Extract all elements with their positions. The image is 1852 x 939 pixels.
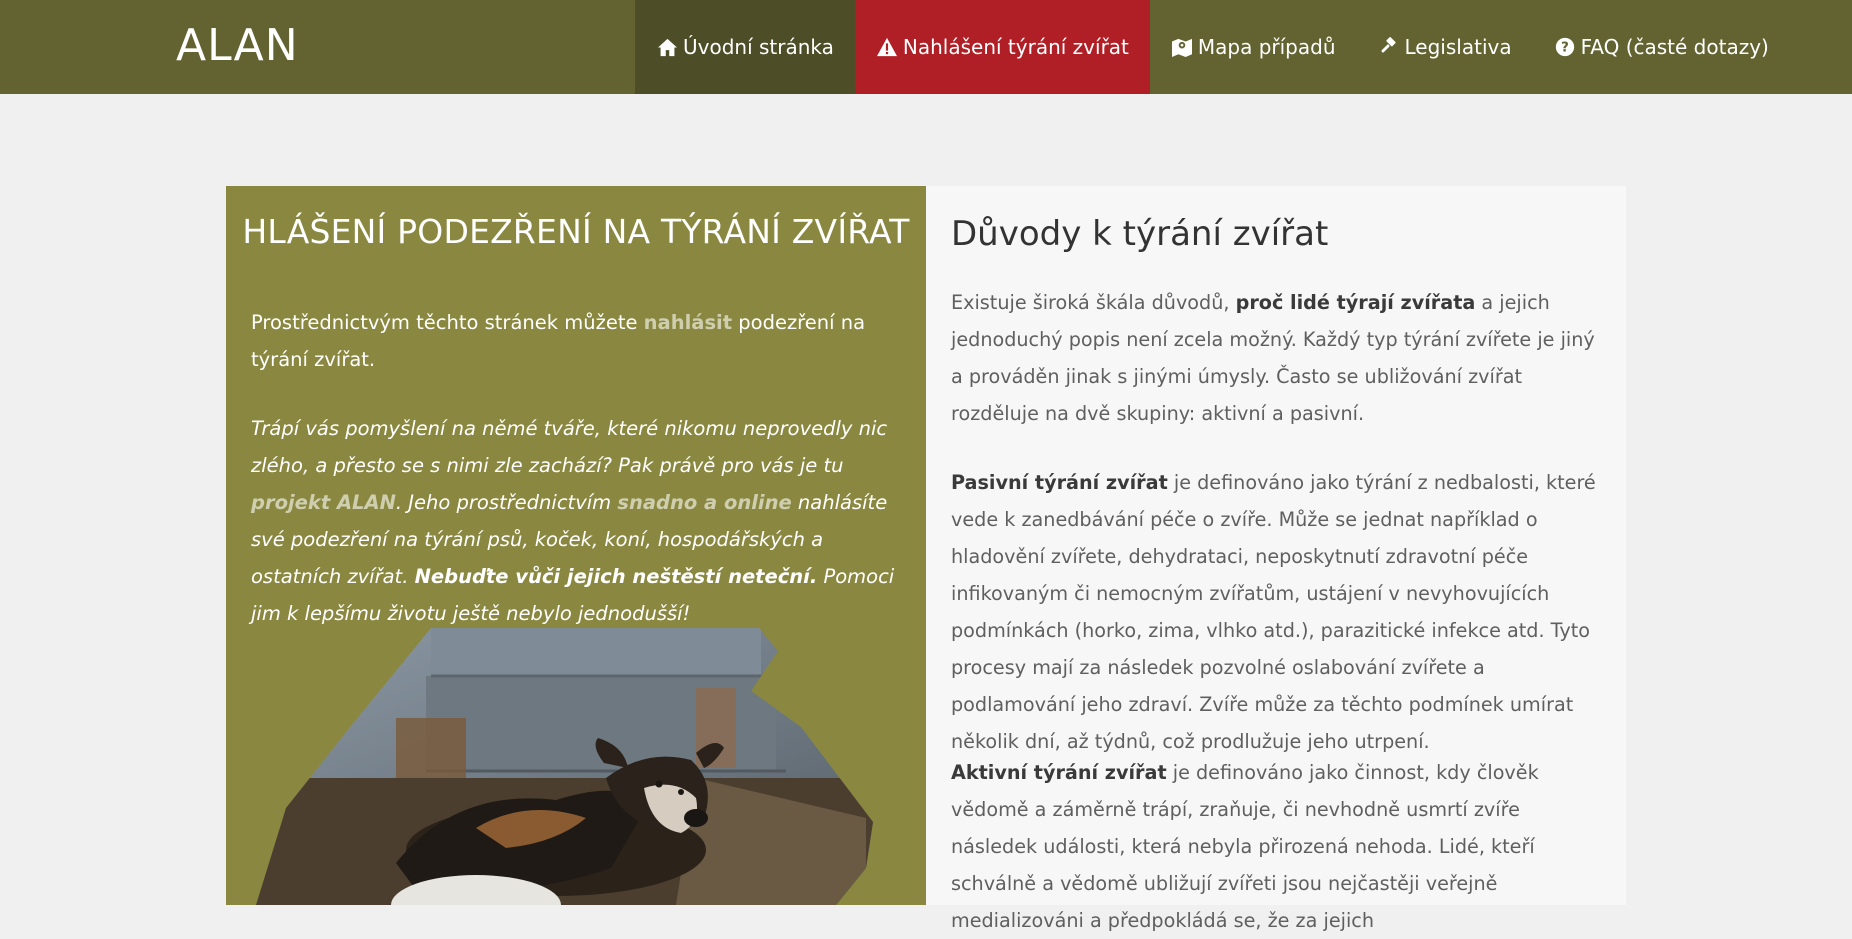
nav-report-label: Nahlášení týrání zvířat xyxy=(902,35,1129,59)
warning-icon xyxy=(876,36,898,58)
brand-logo[interactable]: ALAN xyxy=(176,20,299,71)
active-abuse-paragraph xyxy=(951,754,1601,939)
nav-home[interactable] xyxy=(635,0,855,94)
report-intro-panel xyxy=(226,186,926,905)
intro-text-before: Prostřednictvým těchto stránek můžete xyxy=(251,310,644,334)
main-nav xyxy=(635,0,1790,94)
appeal-bold-text: Nebuďte vůči jejich neštěstí neteční. xyxy=(414,564,818,588)
intro-text-after: podezření na týrání zvířat. xyxy=(251,310,866,371)
report-link[interactable]: nahlásit xyxy=(643,310,733,334)
nav-legislation[interactable] xyxy=(1357,0,1533,94)
appeal-text-4: Pomoci jim k lepšímu životu ještě nebylo jednodušší! xyxy=(251,564,895,625)
passive-abuse-paragraph xyxy=(951,464,1601,760)
appeal-text-3: nahlásíte své podezření na týrání psů, koček, koní, hospodářských a ostatních zvířat. xyxy=(251,490,888,588)
nav-faq-label: FAQ (časté dotazy) xyxy=(1580,35,1769,59)
nav-map-label: Mapa případů xyxy=(1197,35,1336,59)
reasons-panel xyxy=(926,186,1626,932)
project-alan-link[interactable]: projekt ALAN xyxy=(251,490,396,514)
passive-abuse-text: je definováno jako týrání z nedbalosti, které vede k zanedbávání péče o zvíře. Může se jednat například o hladovění zvířete, dehydrataci, neposkytnutí zdravotní péče infikovaným či nemocným zvířatům, ustájení v nevyhovujících podmínkách (horko, zima, vlhko atd.), parazitické infekce atd. Tyto procesy mají za následek pozvolné oslabování zvířete a podlamování jeho zdraví. Zvíře může za těchto podmínek umírat několik dní, až týdnů, což prodlužuje jeho utrpení. xyxy=(951,471,1596,753)
question-circle-icon xyxy=(1554,36,1576,58)
reasons-intro-bold: proč lidé týrají zvířata xyxy=(1235,291,1476,314)
home-icon xyxy=(656,36,678,58)
reasons-intro-before: Existuje široká škála důvodů, xyxy=(951,291,1236,314)
nav-faq[interactable] xyxy=(1533,0,1790,94)
gavel-icon xyxy=(1378,36,1400,58)
reasons-title: Důvody k týrání zvířat xyxy=(951,214,1329,254)
appeal-text-1: Trápí vás pomyšlení na němé tváře, které nikomu neprovedly nic zlého, a přesto se s nimi zle zachází? Pak právě pro vás je tu xyxy=(251,416,888,477)
svg-text:?: ? xyxy=(1560,40,1569,56)
intro-paragraph xyxy=(251,304,901,378)
nav-report[interactable] xyxy=(855,0,1150,94)
abused-dog-photo xyxy=(226,628,926,905)
active-abuse-text: je definováno jako činnost, kdy člověk vědomě a záměrně trápí, zraňuje, či nevhodně usmrtí zvíře následek události, která nebyla přirozená nehoda. Lidé, kteří schválně a vědomě ubližují zvířeti jsou nejčastěji veřejně medializováni a předpokládá se, že za jejich xyxy=(951,761,1539,932)
reasons-paragraph-intro xyxy=(951,284,1601,432)
active-abuse-term: Aktivní týrání zvířat xyxy=(951,761,1167,784)
map-icon xyxy=(1171,36,1193,58)
reasons-intro-after: a jejich jednoduchý popis není zcela možný. Každý typ týrání zvířete je jiný a prováděn jinak s jinými úmysly. Často se ubližování zvířat rozděluje na dvě skupiny: aktivní a pasivní. xyxy=(951,291,1595,425)
nav-map[interactable] xyxy=(1150,0,1357,94)
top-navbar xyxy=(0,0,1852,94)
nav-home-label: Úvodní stránka xyxy=(683,35,834,59)
appeal-paragraph xyxy=(251,410,901,632)
appeal-text-2: . Jeho prostřednictvím xyxy=(395,490,618,514)
passive-abuse-term: Pasivní týrání zvířat xyxy=(951,471,1168,494)
easy-online-link[interactable]: snadno a online xyxy=(617,490,792,514)
report-panel-title: HLÁŠENÍ PODEZŘENÍ NA TÝRÁNÍ ZVÍŘAT xyxy=(242,212,910,251)
nav-legislation-label: Legislativa xyxy=(1404,35,1512,59)
